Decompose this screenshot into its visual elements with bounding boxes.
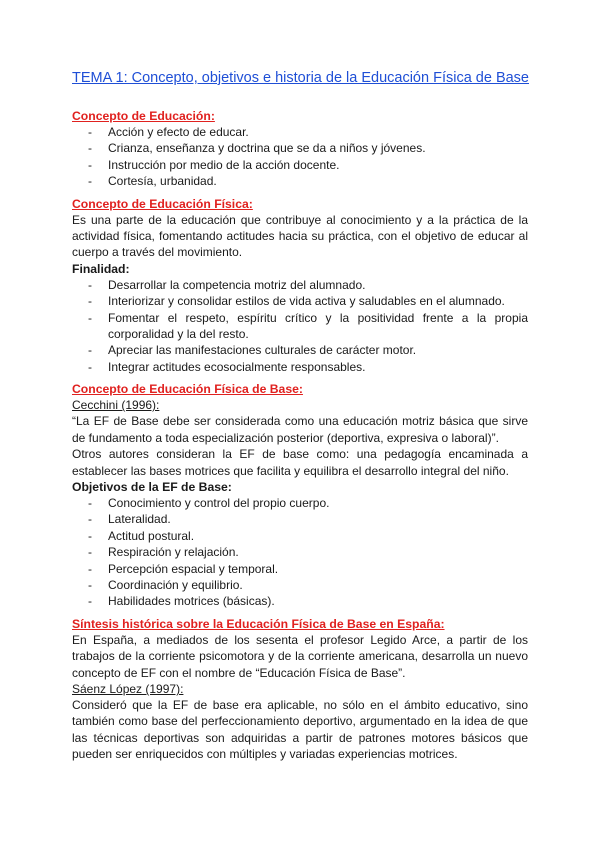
- heading-concepto-ef: Concepto de Educación Física:: [72, 196, 253, 211]
- list-item: - Acción y efecto de educar.: [88, 125, 249, 139]
- list-item: - Apreciar las manifestaciones culturales de carácter motor.: [88, 343, 417, 358]
- paragraph-ef: Es una parte de la educación que contribuye al conocimiento y a la práctica de la actividad física, fomentando actitudes hacia su práctica, con el objetivo de educar al cuerpo a través del movimiento.: [72, 212, 528, 260]
- heading-concepto-efb: Concepto de Educación Física de Base:: [72, 382, 303, 397]
- list-item: - Habilidades motrices (básicas).: [88, 594, 275, 609]
- list-item: - Cortesía, urbanidad.: [88, 174, 217, 189]
- document-title: TEMA 1: Concepto, objetivos e historia de la Educación Física de Base: [72, 70, 529, 86]
- list-item: - Percepción espacial y temporal.: [88, 561, 279, 576]
- list-item: - Desarrollar la competencia motriz del alumnado.: [88, 277, 366, 292]
- heading-sintesis-historica: Síntesis histórica sobre la Educación Física de Base en España:: [72, 616, 445, 631]
- list-item: - Respiración y relajación.: [88, 545, 239, 560]
- list-item: - Coordinación y equilibrio.: [88, 577, 243, 592]
- list-finalidad: [72, 277, 528, 375]
- list-item: - Integrar actitudes ecosocialmente responsables.: [88, 359, 366, 374]
- paragraph-saenz-lopez: Consideró que la EF de base era aplicable, no sólo en el ámbito educativo, sino también como base del perfeccionamiento deportivo, argumentado en la idea de que las técnicas deportivas son adquiridas a partir de patrones motores básicos que pueden ser enriquecidos con múltiples y variadas experiencias motrices.: [72, 697, 528, 762]
- reference-saenz-lopez: Sáenz López (1997):: [72, 681, 184, 696]
- list-item: - Interiorizar y consolidar estilos de vida activa y saludables en el alumnado.: [88, 294, 505, 309]
- list-item: - Lateralidad.: [88, 512, 171, 527]
- heading-concepto-educacion: Concepto de Educación:: [72, 109, 215, 123]
- reference-cecchini: Cecchini (1996):: [72, 398, 160, 413]
- list-objetivos: [72, 495, 528, 610]
- list-item: - Instrucción por medio de la acción docente.: [88, 157, 340, 172]
- paragraph-otros-autores: Otros autores consideran la EF de base como: una pedagogía encaminada a establecer las bases motrices que facilita y equilibra el desarrollo integral del niño.: [72, 447, 528, 478]
- finalidad-label: Finalidad:: [72, 261, 130, 276]
- list-item: - Actitud postural.: [88, 528, 195, 543]
- objectives-label: Objetivos de la EF de Base:: [72, 479, 232, 494]
- list-item: - Conocimiento y control del propio cuerpo.: [88, 495, 330, 510]
- list-educacion: [72, 124, 528, 190]
- list-item: - Crianza, enseñanza y doctrina que se da a niños y jóvenes.: [88, 141, 426, 156]
- list-item: - Fomentar el respeto, espíritu crítico y la positividad frente a la propia corporalidad y la del resto.: [88, 310, 528, 342]
- quote-cecchini: “La EF de Base debe ser considerada como una educación motriz básica que sirve de fundamento a toda especialización posterior (deportiva, expresiva o laboral)”.: [72, 414, 528, 445]
- paragraph-historia: En España, a mediados de los sesenta el profesor Legido Arce, a partir de los trabajos de la corriente psicomotora y de la corriente americana, desarrolla un nuevo concepto de EF con el nombre de “Educación Física de Base”.: [72, 632, 528, 680]
